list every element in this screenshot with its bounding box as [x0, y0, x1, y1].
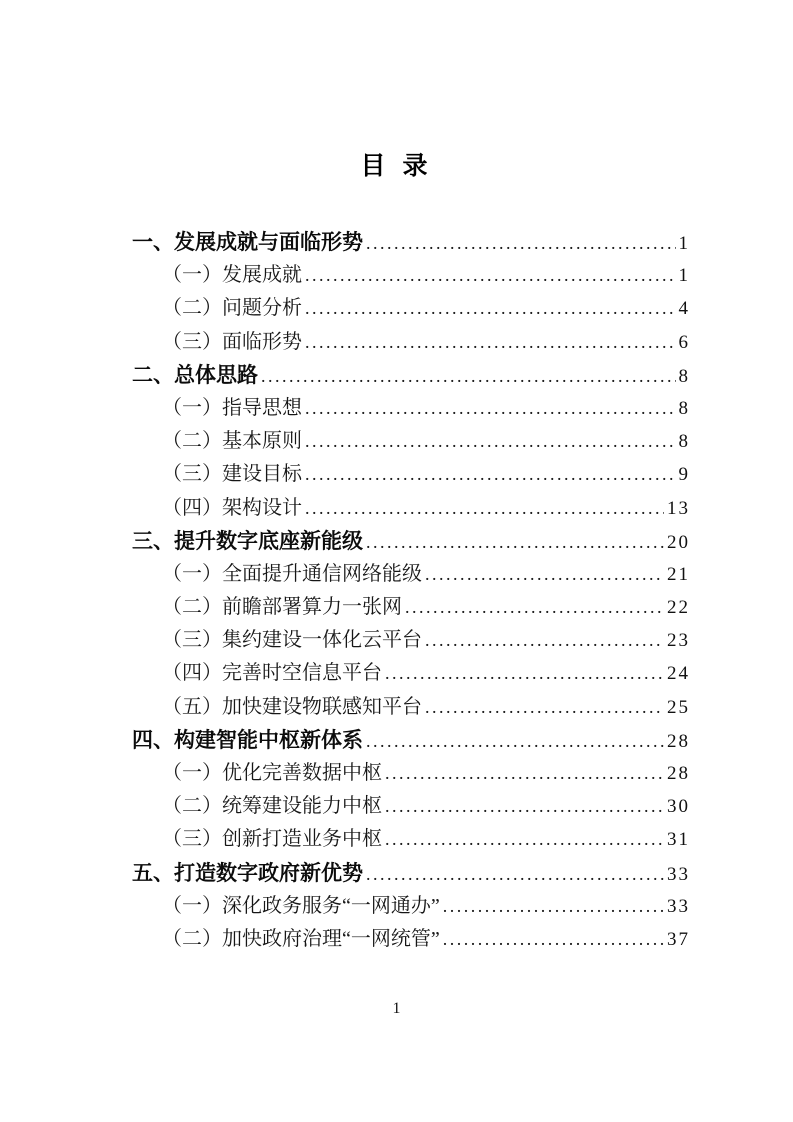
toc-leader-dots	[385, 763, 664, 784]
toc-entry-label: （四）完善时空信息平台	[162, 662, 382, 685]
toc-leader-dots	[305, 298, 676, 319]
toc-entry-page-number: 37	[667, 928, 690, 950]
toc-entry[interactable]	[132, 691, 690, 724]
toc-leader-dots	[366, 532, 664, 553]
toc-entry[interactable]	[132, 492, 690, 525]
toc-leader-dots	[405, 597, 664, 618]
toc-entry-page-number: 20	[667, 531, 690, 553]
toc-leader-dots	[425, 697, 664, 718]
toc-entry-label: （一）指导思想	[162, 396, 302, 419]
footer-page-number: 1	[392, 1000, 401, 1017]
toc-entry-label: （一）发展成就	[162, 264, 302, 287]
table-of-contents	[132, 226, 690, 956]
toc-entry-page-number: 6	[678, 331, 690, 353]
toc-entry[interactable]	[132, 923, 690, 956]
toc-entry-label: （五）加快建设物联感知平台	[162, 695, 422, 718]
toc-entry-label: （一）深化政务服务“一网通办”	[162, 894, 440, 917]
toc-entry[interactable]	[132, 857, 690, 890]
toc-entry-page-number: 1	[678, 265, 690, 287]
toc-entry-label: （二）基本原则	[162, 430, 302, 453]
toc-entry[interactable]	[132, 326, 690, 359]
toc-entry-page-number: 4	[678, 298, 690, 320]
toc-entry[interactable]	[132, 359, 690, 392]
toc-leader-dots	[366, 233, 676, 254]
toc-entry-label: （三）创新打造业务中枢	[162, 828, 382, 851]
toc-entry[interactable]	[132, 624, 690, 657]
toc-entry-page-number: 21	[667, 563, 690, 585]
toc-entry-label: 五、打造数字政府新优势	[132, 861, 363, 885]
toc-entry[interactable]	[132, 259, 690, 292]
toc-entry-label: （三）面临形势	[162, 330, 302, 353]
toc-leader-dots	[366, 731, 664, 752]
toc-entry[interactable]	[132, 890, 690, 923]
toc-leader-dots	[425, 564, 664, 585]
toc-entry[interactable]	[132, 823, 690, 856]
toc-leader-dots	[425, 630, 664, 651]
toc-leader-dots	[305, 498, 664, 519]
page-title: 目 录	[360, 152, 433, 180]
toc-entry-page-number: 25	[667, 696, 690, 718]
toc-entry-page-number: 33	[667, 895, 690, 917]
toc-entry-page-number: 23	[667, 630, 690, 652]
toc-entry[interactable]	[132, 226, 690, 259]
toc-entry-page-number: 30	[667, 796, 690, 818]
toc-entry-page-number: 33	[667, 863, 690, 885]
toc-leader-dots	[305, 332, 676, 353]
toc-leader-dots	[385, 829, 664, 850]
toc-entry-label: 三、提升数字底座新能级	[132, 529, 363, 553]
toc-leader-dots	[305, 265, 676, 286]
toc-entry-label: （三）建设目标	[162, 463, 302, 486]
toc-entry-label: （二）前瞻部署算力一张网	[162, 596, 402, 619]
toc-entry-page-number: 8	[678, 431, 690, 453]
toc-entry-page-number: 8	[678, 365, 690, 387]
toc-entry[interactable]	[132, 392, 690, 425]
toc-entry[interactable]	[132, 458, 690, 491]
toc-leader-dots	[385, 663, 664, 684]
toc-entry-page-number: 13	[667, 497, 690, 519]
toc-entry-label: （三）集约建设一体化云平台	[162, 629, 422, 652]
toc-leader-dots	[443, 896, 664, 917]
toc-entry-page-number: 28	[667, 730, 690, 752]
toc-entry-label: （二）统筹建设能力中枢	[162, 795, 382, 818]
toc-entry-label: （四）架构设计	[162, 496, 302, 519]
toc-leader-dots	[385, 796, 664, 817]
toc-leader-dots	[366, 864, 664, 885]
toc-entry-page-number: 8	[678, 397, 690, 419]
toc-entry-label: 二、总体思路	[132, 363, 258, 387]
toc-entry-label: （一）全面提升通信网络能级	[162, 562, 422, 585]
toc-entry-page-number: 9	[678, 464, 690, 486]
toc-entry[interactable]	[132, 591, 690, 624]
toc-entry[interactable]	[132, 558, 690, 591]
toc-leader-dots	[305, 398, 676, 419]
toc-entry[interactable]	[132, 724, 690, 757]
toc-leader-dots	[443, 929, 664, 950]
toc-leader-dots	[305, 431, 676, 452]
toc-entry-label: （一）优化完善数据中枢	[162, 762, 382, 784]
toc-entry[interactable]	[132, 525, 690, 558]
toc-entry[interactable]	[132, 757, 690, 790]
toc-entry-page-number: 31	[667, 829, 690, 851]
toc-entry-page-number: 28	[667, 763, 690, 784]
toc-entry-label: （二）问题分析	[162, 297, 302, 320]
toc-entry[interactable]	[132, 425, 690, 458]
toc-leader-dots	[305, 464, 676, 485]
toc-entry[interactable]	[132, 790, 690, 823]
toc-entry-page-number: 1	[678, 233, 690, 254]
toc-entry-page-number: 24	[667, 663, 690, 685]
toc-entry-label: 一、发展成就与面临形势	[132, 231, 363, 254]
toc-entry-page-number: 22	[667, 597, 690, 619]
toc-entry-label: （二）加快政府治理“一网统管”	[162, 927, 440, 950]
toc-leader-dots	[261, 366, 676, 387]
toc-entry-label: 四、构建智能中枢新体系	[132, 728, 363, 752]
toc-entry[interactable]	[132, 292, 690, 325]
toc-entry[interactable]	[132, 657, 690, 690]
